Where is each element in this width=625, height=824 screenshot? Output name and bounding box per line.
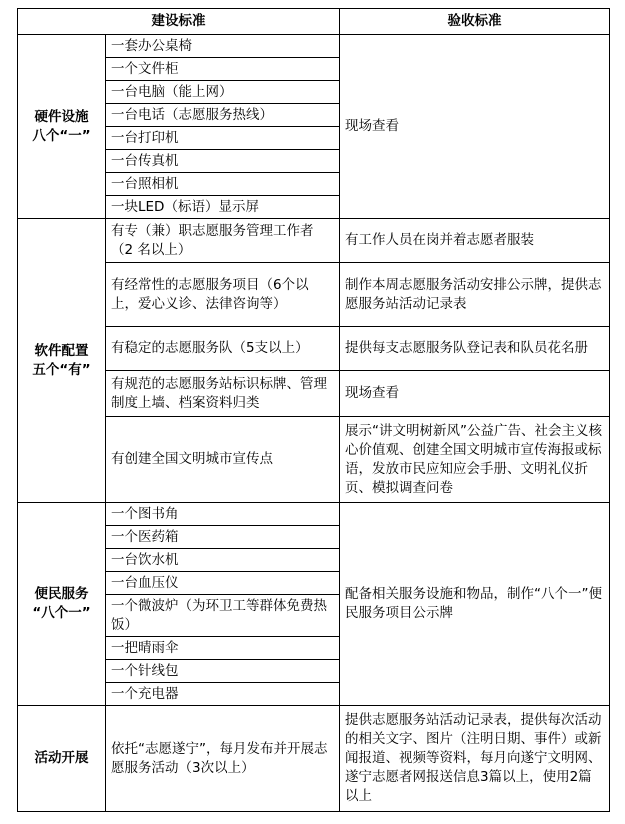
criteria-cell: 现场查看 — [340, 371, 610, 417]
category-activities: 活动开展 — [18, 706, 106, 812]
criteria-activities: 提供志愿服务站活动记录表，提供每次活动的相关文字、图片（注明日期、事件）或新闻报道、视频等资料，每月向遂宁文明网、遂宁志愿者网报送信息3篇以上，使用2篇以上 — [340, 706, 610, 812]
list-item: 一台照相机 — [106, 173, 340, 196]
header-row — [18, 9, 610, 35]
list-item: 一个图书角 — [106, 503, 340, 526]
table-row — [18, 706, 610, 812]
list-item: 一个针线包 — [106, 660, 340, 683]
list-item: 有规范的志愿服务站标识标牌、管理制度上墙、档案资料归类 — [106, 371, 340, 417]
list-item: 一台血压仪 — [106, 572, 340, 595]
table-row — [18, 219, 610, 263]
standards-document — [17, 8, 609, 812]
list-item: 一个医药箱 — [106, 526, 340, 549]
criteria-cell: 展示“讲文明树新风”公益广告、社会主义核心价值观、创建全国文明城市宣传海报或标语，发放市民应知应会手册、文明礼仪折页、模拟调查问卷 — [340, 417, 610, 503]
list-item: 一台电话（志愿服务热线） — [106, 104, 340, 127]
header-acceptance-standard: 验收标准 — [340, 9, 610, 35]
criteria-hardware: 现场查看 — [340, 35, 610, 219]
list-item: 一台打印机 — [106, 127, 340, 150]
category-software: 软件配置 五个“有” — [18, 219, 106, 503]
list-item: 一个微波炉（为环卫工等群体免费热饭） — [106, 595, 340, 637]
list-item: 有经常性的志愿服务项目（6个以上，爱心义诊、法律咨询等） — [106, 263, 340, 327]
list-item: 依托“志愿遂宁”，每月发布并开展志愿服务活动（3次以上） — [106, 706, 340, 812]
table-row — [18, 371, 610, 417]
list-item: 有专（兼）职志愿服务管理工作者（2 名以上） — [106, 219, 340, 263]
list-item: 一套办公桌椅 — [106, 35, 340, 58]
list-item: 一个文件柜 — [106, 58, 340, 81]
table-row — [18, 503, 610, 526]
criteria-convenience: 配备相关服务设施和物品，制作“八个一”便民服务项目公示牌 — [340, 503, 610, 706]
standards-table — [17, 8, 610, 812]
list-item: 一台饮水机 — [106, 549, 340, 572]
category-hardware: 硬件设施 八个“一” — [18, 35, 106, 219]
table-row — [18, 263, 610, 327]
criteria-cell: 制作本周志愿服务活动安排公示牌，提供志愿服务站活动记录表 — [340, 263, 610, 327]
category-convenience: 便民服务 “八个一” — [18, 503, 106, 706]
list-item: 一台传真机 — [106, 150, 340, 173]
list-item: 有创建全国文明城市宣传点 — [106, 417, 340, 503]
list-item: 一把晴雨伞 — [106, 637, 340, 660]
table-row — [18, 35, 610, 58]
table-row — [18, 417, 610, 503]
table-row — [18, 327, 610, 371]
header-construction-standard: 建设标准 — [18, 9, 340, 35]
criteria-cell: 有工作人员在岗并着志愿者服装 — [340, 219, 610, 263]
list-item: 一块LED（标语）显示屏 — [106, 196, 340, 219]
list-item: 一个充电器 — [106, 683, 340, 706]
list-item: 有稳定的志愿服务队（5支以上） — [106, 327, 340, 371]
criteria-cell: 提供每支志愿服务队登记表和队员花名册 — [340, 327, 610, 371]
list-item: 一台电脑（能上网） — [106, 81, 340, 104]
